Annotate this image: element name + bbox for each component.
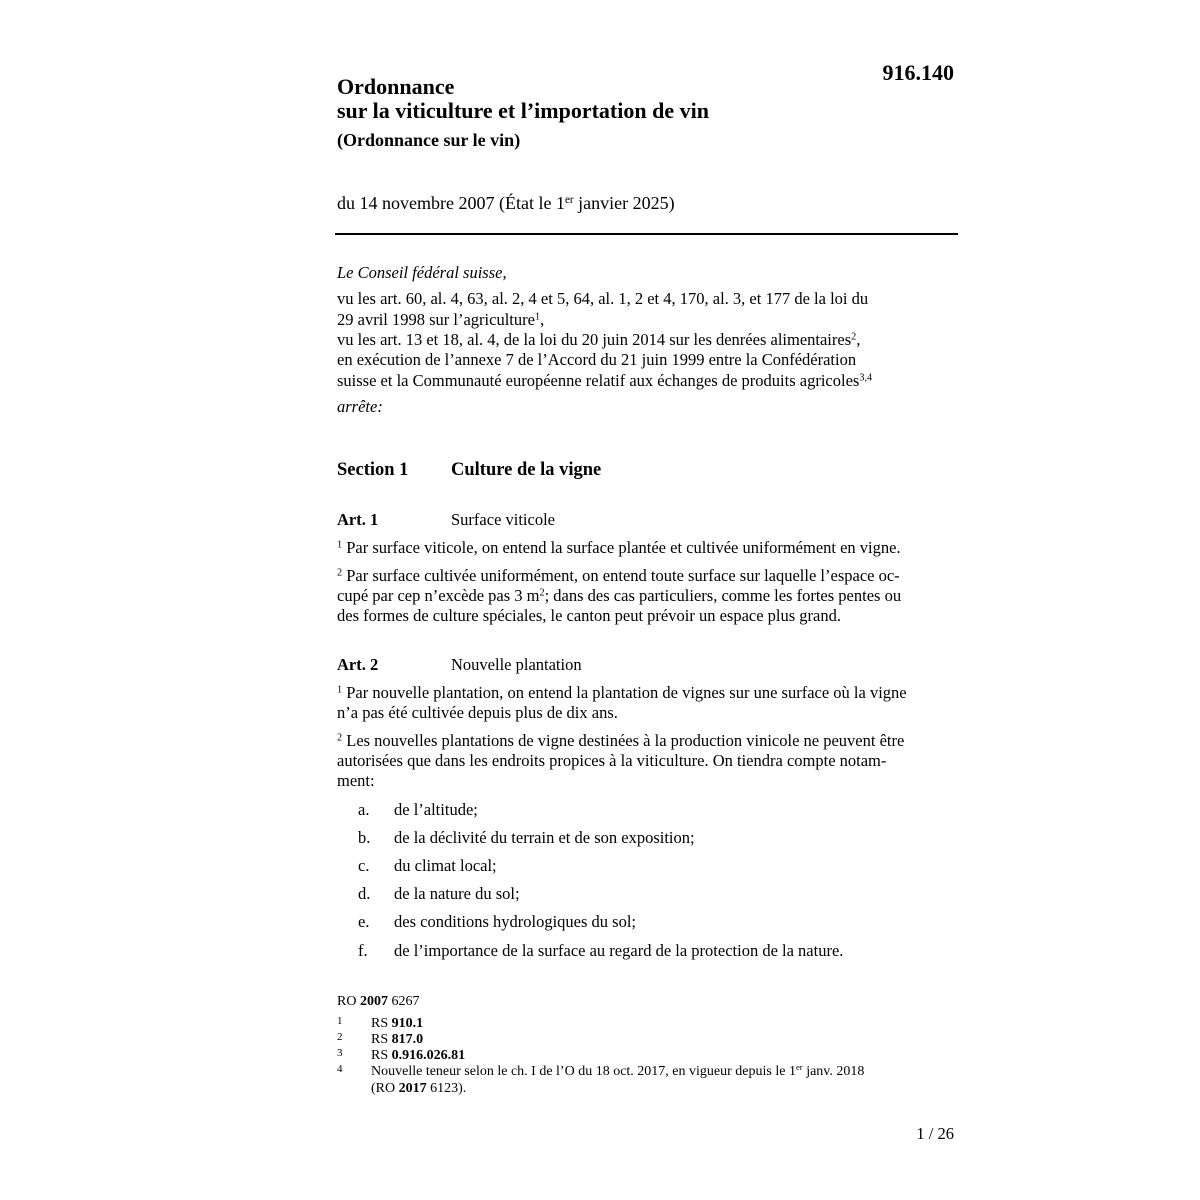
article-paragraph-line: n’a pas été cultivée depuis plus de dix ans.	[337, 703, 618, 722]
footnote-number: 2	[337, 1031, 343, 1043]
footnote: RS 817.0	[371, 1032, 424, 1047]
article-paragraph-line: autorisées que dans les endroits propices à la viticulture. On tiendra compte notam-	[337, 751, 887, 770]
footnote-ref[interactable]: 2	[851, 331, 857, 343]
article-label: Art. 1	[337, 510, 379, 529]
article-paragraph: $^2$ Les nouvelles plantations de vigne destinées à la production vinicole ne peuvent être	[337, 731, 905, 750]
list-item-letter: c.	[358, 856, 370, 875]
list-item-letter: a.	[358, 800, 370, 819]
paragraph-number: 1	[337, 539, 343, 551]
preamble-authority: Le Conseil fédéral suisse,	[337, 263, 507, 282]
header-divider	[335, 233, 958, 235]
preamble-line: suisse et la Communauté européenne relatif aux échanges de produits agricoles$^{3,4}$	[337, 371, 873, 390]
article-paragraph: $^2$ Par surface cultivée uniformément, on entend toute surface sur laquelle l’espace oc-	[337, 566, 900, 585]
article-label: Art. 2	[337, 655, 379, 674]
list-item: de la nature du sol;	[394, 884, 520, 903]
page-number: 1 / 26	[916, 1124, 954, 1143]
sr-number: 916.140	[882, 60, 954, 85]
footnote-number: 3	[337, 1047, 343, 1059]
official-compilation-ref: RO 2007 6267	[337, 994, 420, 1009]
section-title: Culture de la vigne	[451, 460, 602, 480]
section-label: Section 1	[337, 460, 409, 480]
article-paragraph-line: ment:	[337, 771, 375, 790]
paragraph-number: 2	[337, 567, 343, 579]
list-item: des conditions hydrologiques du sol;	[394, 912, 636, 931]
list-item: de l’altitude;	[394, 800, 478, 819]
preamble-line: vu les art. 60, al. 4, 63, al. 2, 4 et 5, 64, al. 1, 2 et 4, 170, al. 3, et 177 de la loi du	[337, 289, 869, 308]
article-paragraph: $^1$ Par nouvelle plantation, on entend la plantation de vignes sur une surface où la vigne	[337, 683, 907, 702]
article-paragraph-line: des formes de culture spéciales, le canton peut prévoir un espace plus grand.	[337, 606, 841, 625]
article-paragraph-line: cupé par cep n’excède pas 3 $m^2$; dans des cas particuliers, comme les fortes pentes ou	[337, 586, 902, 605]
article-title: Surface viticole	[451, 510, 555, 529]
preamble-line: vu les art. 13 et 18, al. 4, de la loi du 20 juin 2014 sur les denrées alimentaires$^2$,	[337, 330, 861, 349]
list-item-letter: e.	[358, 912, 370, 931]
footnote-ref[interactable]: 1	[534, 311, 541, 323]
footnote: Nouvelle teneur selon le ch. I de l’O du 18 oct. 2017, en vigueur depuis le 1er janv. 2018	[371, 1062, 865, 1079]
article-title: Nouvelle plantation	[451, 655, 582, 674]
list-item-letter: f.	[358, 941, 368, 960]
preamble-line: en exécution de l’annexe 7 de l’Accord du 21 juin 1999 entre la Confédération	[337, 350, 857, 369]
footnote-number: 4	[337, 1063, 343, 1075]
footnote: RS 910.1	[371, 1016, 424, 1031]
list-item: du climat local;	[394, 856, 497, 875]
preamble-line: 29 avril 1998 sur l’agriculture$^1$,	[337, 310, 545, 329]
document-date: du 14 novembre 2007 (État le 1er janvier 2025)	[337, 193, 675, 213]
footnote: RS 0.916.026.81	[371, 1048, 466, 1063]
footnote-line: (RO 2017 6123).	[371, 1081, 467, 1096]
list-item: de la déclivité du terrain et de son exposition;	[394, 828, 695, 847]
preamble-decree: arrête:	[337, 397, 383, 416]
document-title: Ordonnance	[337, 74, 455, 99]
paragraph-number: 2	[337, 732, 343, 744]
footnote-number: 1	[337, 1015, 343, 1027]
document-subtitle: sur la viticulture et l’importation de vin	[337, 98, 709, 123]
footnote-ref[interactable]: 3	[859, 372, 865, 384]
list-item-letter: b.	[358, 828, 371, 847]
list-item: de l’importance de la surface au regard de la protection de la nature.	[394, 941, 844, 960]
article-paragraph: $^1$ Par surface viticole, on entend la surface plantée et cultivée uniformément en vigne.	[337, 538, 901, 557]
paragraph-number: 1	[337, 684, 343, 696]
list-item-letter: d.	[358, 884, 371, 903]
footnote-ref[interactable]: 4	[867, 372, 873, 384]
document-short-title: (Ordonnance sur le vin)	[337, 130, 521, 150]
